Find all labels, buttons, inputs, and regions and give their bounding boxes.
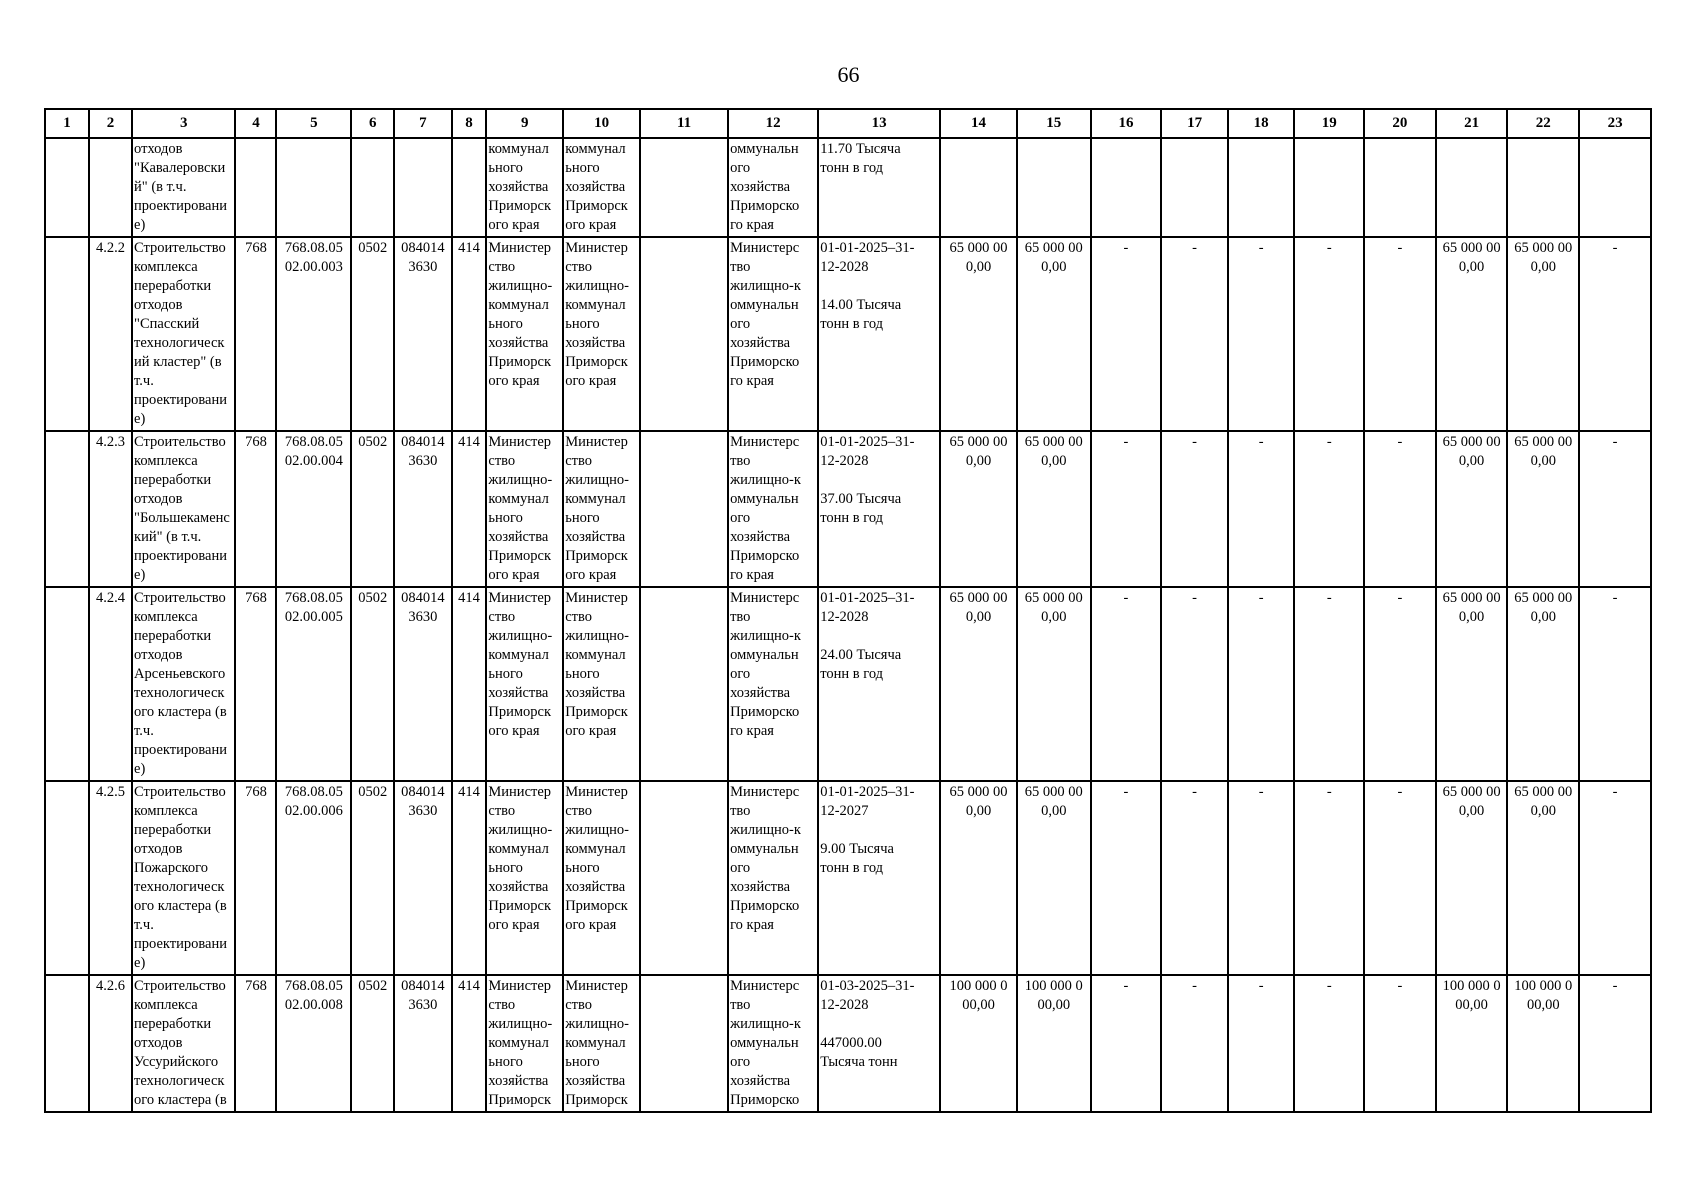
cell-col-23: -: [1579, 975, 1651, 1112]
cell-col-21: 100 000 0 00,00: [1436, 975, 1508, 1112]
cell-col-16: -: [1091, 781, 1162, 975]
cell-col-2: 4.2.6: [89, 975, 132, 1112]
cell-col-6: 0502: [351, 781, 394, 975]
cell-col-4: 768: [235, 975, 276, 1112]
cell-col-6: 0502: [351, 431, 394, 587]
cell-col-11: [640, 138, 728, 237]
table-row: [45, 781, 1651, 975]
cell-col-9: коммунал ьного хозяйства Приморск ого края: [486, 138, 563, 237]
cell-col-12: Министерс тво жилищно-к оммунальн ого хозяйства Приморско го края: [728, 237, 818, 431]
column-header-11: 11: [640, 109, 728, 138]
cell-col-19: -: [1294, 975, 1364, 1112]
cell-col-8: 414: [452, 587, 487, 781]
column-header-5: 5: [276, 109, 351, 138]
cell-col-23: [1579, 138, 1651, 237]
cell-col-18: -: [1228, 781, 1295, 975]
table-row: [45, 431, 1651, 587]
cell-col-20: -: [1364, 975, 1436, 1112]
cell-col-4: 768: [235, 781, 276, 975]
cell-col-12: Министерс тво жилищно-к оммунальн ого хозяйства Приморско: [728, 975, 818, 1112]
cell-col-16: [1091, 138, 1162, 237]
cell-col-20: -: [1364, 587, 1436, 781]
column-header-22: 22: [1507, 109, 1579, 138]
cell-col-3: Строительство комплекса переработки отходов Уссурийского технологическ ого кластера (в: [132, 975, 235, 1112]
column-header-23: 23: [1579, 109, 1651, 138]
cell-col-8: [452, 138, 487, 237]
cell-col-14: [940, 138, 1017, 237]
cell-col-17: [1161, 138, 1228, 237]
cell-col-10: Министер ство жилищно- коммунал ьного хозяйства Приморск ого края: [563, 431, 640, 587]
cell-col-9: Министер ство жилищно- коммунал ьного хозяйства Приморск ого края: [486, 237, 563, 431]
cell-col-5: 768.08.05 02.00.005: [276, 587, 351, 781]
cell-col-20: -: [1364, 431, 1436, 587]
cell-col-11: [640, 781, 728, 975]
column-header-10: 10: [563, 109, 640, 138]
cell-col-17: -: [1161, 431, 1228, 587]
cell-col-14: 65 000 00 0,00: [940, 431, 1017, 587]
cell-col-18: -: [1228, 431, 1295, 587]
cell-col-1: [45, 587, 89, 781]
cell-col-12: Министерс тво жилищно-к оммунальн ого хозяйства Приморско го края: [728, 587, 818, 781]
cell-col-13: 01-01-2025–31- 12-2028 14.00 Тысяча тонн в год: [818, 237, 940, 431]
cell-col-5: 768.08.05 02.00.006: [276, 781, 351, 975]
column-header-1: 1: [45, 109, 89, 138]
cell-col-19: -: [1294, 237, 1364, 431]
cell-col-3: Строительство комплекса переработки отходов "Спасский технологическ ий кластер" (в т.ч. проектировани е): [132, 237, 235, 431]
cell-col-2: 4.2.3: [89, 431, 132, 587]
cell-col-14: 100 000 0 00,00: [940, 975, 1017, 1112]
column-header-21: 21: [1436, 109, 1508, 138]
cell-col-8: 414: [452, 975, 487, 1112]
cell-col-22: 100 000 0 00,00: [1507, 975, 1579, 1112]
cell-col-16: -: [1091, 587, 1162, 781]
column-header-3: 3: [132, 109, 235, 138]
cell-col-13: 01-01-2025–31- 12-2027 9.00 Тысяча тонн в год: [818, 781, 940, 975]
cell-col-13: 11.70 Тысяча тонн в год: [818, 138, 940, 237]
cell-col-10: коммунал ьного хозяйства Приморск ого края: [563, 138, 640, 237]
cell-col-17: -: [1161, 587, 1228, 781]
cell-col-22: 65 000 00 0,00: [1507, 781, 1579, 975]
cell-col-11: [640, 431, 728, 587]
cell-col-13: 01-01-2025–31- 12-2028 24.00 Тысяча тонн в год: [818, 587, 940, 781]
cell-col-13: 01-01-2025–31- 12-2028 37.00 Тысяча тонн в год: [818, 431, 940, 587]
cell-col-14: 65 000 00 0,00: [940, 237, 1017, 431]
page-number: 66: [837, 62, 860, 87]
cell-col-21: [1436, 138, 1508, 237]
cell-col-10: Министер ство жилищно- коммунал ьного хозяйства Приморск ого края: [563, 781, 640, 975]
table-body: [45, 138, 1651, 1112]
cell-col-5: [276, 138, 351, 237]
cell-col-4: [235, 138, 276, 237]
column-header-16: 16: [1091, 109, 1162, 138]
cell-col-7: 084014 3630: [394, 975, 451, 1112]
cell-col-23: -: [1579, 781, 1651, 975]
column-header-17: 17: [1161, 109, 1228, 138]
cell-col-2: 4.2.2: [89, 237, 132, 431]
cell-col-1: [45, 975, 89, 1112]
cell-col-6: [351, 138, 394, 237]
cell-col-15: [1017, 138, 1091, 237]
cell-col-20: [1364, 138, 1436, 237]
cell-col-3: Строительство комплекса переработки отходов Арсеньевского технологическ ого кластера (в т.ч. проектировани е): [132, 587, 235, 781]
cell-col-22: 65 000 00 0,00: [1507, 431, 1579, 587]
cell-col-8: 414: [452, 431, 487, 587]
cell-col-21: 65 000 00 0,00: [1436, 237, 1508, 431]
cell-col-19: -: [1294, 781, 1364, 975]
cell-col-16: -: [1091, 975, 1162, 1112]
cell-col-15: 65 000 00 0,00: [1017, 431, 1091, 587]
cell-col-4: 768: [235, 587, 276, 781]
cell-col-19: [1294, 138, 1364, 237]
cell-col-16: -: [1091, 237, 1162, 431]
cell-col-15: 100 000 0 00,00: [1017, 975, 1091, 1112]
cell-col-13: 01-03-2025–31- 12-2028 447000.00 Тысяча тонн: [818, 975, 940, 1112]
column-header-14: 14: [940, 109, 1017, 138]
cell-col-12: Министерс тво жилищно-к оммунальн ого хозяйства Приморско го края: [728, 431, 818, 587]
column-header-15: 15: [1017, 109, 1091, 138]
cell-col-5: 768.08.05 02.00.004: [276, 431, 351, 587]
cell-col-17: -: [1161, 975, 1228, 1112]
column-header-6: 6: [351, 109, 394, 138]
cell-col-11: [640, 587, 728, 781]
cell-col-8: 414: [452, 237, 487, 431]
cell-col-6: 0502: [351, 237, 394, 431]
cell-col-14: 65 000 00 0,00: [940, 781, 1017, 975]
table-row: [45, 237, 1651, 431]
cell-col-18: -: [1228, 587, 1295, 781]
cell-col-3: отходов "Кавалеровски й" (в т.ч. проектировани е): [132, 138, 235, 237]
cell-col-5: 768.08.05 02.00.003: [276, 237, 351, 431]
table-row: [45, 138, 1651, 237]
cell-col-11: [640, 975, 728, 1112]
cell-col-4: 768: [235, 431, 276, 587]
cell-col-18: -: [1228, 237, 1295, 431]
cell-col-7: 084014 3630: [394, 431, 451, 587]
cell-col-1: [45, 431, 89, 587]
cell-col-17: -: [1161, 781, 1228, 975]
cell-col-4: 768: [235, 237, 276, 431]
column-header-19: 19: [1294, 109, 1364, 138]
cell-col-9: Министер ство жилищно- коммунал ьного хозяйства Приморск ого края: [486, 431, 563, 587]
cell-col-22: [1507, 138, 1579, 237]
cell-col-21: 65 000 00 0,00: [1436, 431, 1508, 587]
cell-col-19: -: [1294, 587, 1364, 781]
cell-col-9: Министер ство жилищно- коммунал ьного хозяйства Приморск ого края: [486, 587, 563, 781]
cell-col-10: Министер ство жилищно- коммунал ьного хозяйства Приморск: [563, 975, 640, 1112]
column-header-12: 12: [728, 109, 818, 138]
cell-col-3: Строительство комплекса переработки отходов Пожарского технологическ ого кластера (в т.ч. проектировани е): [132, 781, 235, 975]
cell-col-23: -: [1579, 587, 1651, 781]
column-header-20: 20: [1364, 109, 1436, 138]
cell-col-22: 65 000 00 0,00: [1507, 237, 1579, 431]
cell-col-18: [1228, 138, 1295, 237]
cell-col-1: [45, 237, 89, 431]
cell-col-14: 65 000 00 0,00: [940, 587, 1017, 781]
cell-col-3: Строительство комплекса переработки отходов "Большекаменс кий" (в т.ч. проектировани е): [132, 431, 235, 587]
cell-col-2: 4.2.5: [89, 781, 132, 975]
cell-col-7: 084014 3630: [394, 587, 451, 781]
column-header-7: 7: [394, 109, 451, 138]
cell-col-7: 084014 3630: [394, 237, 451, 431]
column-header-2: 2: [89, 109, 132, 138]
table-row: [45, 587, 1651, 781]
cell-col-10: Министер ство жилищно- коммунал ьного хозяйства Приморск ого края: [563, 237, 640, 431]
cell-col-11: [640, 237, 728, 431]
cell-col-2: [89, 138, 132, 237]
header-row: [45, 109, 1651, 138]
cell-col-20: -: [1364, 237, 1436, 431]
cell-col-23: -: [1579, 237, 1651, 431]
cell-col-6: 0502: [351, 587, 394, 781]
cell-col-12: Министерс тво жилищно-к оммунальн ого хозяйства Приморско го края: [728, 781, 818, 975]
cell-col-17: -: [1161, 237, 1228, 431]
column-header-4: 4: [235, 109, 276, 138]
cell-col-15: 65 000 00 0,00: [1017, 587, 1091, 781]
cell-col-9: Министер ство жилищно- коммунал ьного хозяйства Приморск: [486, 975, 563, 1112]
cell-col-1: [45, 138, 89, 237]
cell-col-23: -: [1579, 431, 1651, 587]
cell-col-7: 084014 3630: [394, 781, 451, 975]
cell-col-10: Министер ство жилищно- коммунал ьного хозяйства Приморск ого края: [563, 587, 640, 781]
cell-col-15: 65 000 00 0,00: [1017, 237, 1091, 431]
cell-col-7: [394, 138, 451, 237]
cell-col-18: -: [1228, 975, 1295, 1112]
cell-col-19: -: [1294, 431, 1364, 587]
budget-table: [44, 108, 1652, 1113]
cell-col-21: 65 000 00 0,00: [1436, 781, 1508, 975]
cell-col-16: -: [1091, 431, 1162, 587]
column-header-13: 13: [818, 109, 940, 138]
cell-col-12: оммунальн ого хозяйства Приморско го края: [728, 138, 818, 237]
cell-col-2: 4.2.4: [89, 587, 132, 781]
cell-col-22: 65 000 00 0,00: [1507, 587, 1579, 781]
cell-col-6: 0502: [351, 975, 394, 1112]
cell-col-21: 65 000 00 0,00: [1436, 587, 1508, 781]
column-header-18: 18: [1228, 109, 1295, 138]
column-header-9: 9: [486, 109, 563, 138]
cell-col-5: 768.08.05 02.00.008: [276, 975, 351, 1112]
cell-col-8: 414: [452, 781, 487, 975]
column-header-8: 8: [452, 109, 487, 138]
cell-col-9: Министер ство жилищно- коммунал ьного хозяйства Приморск ого края: [486, 781, 563, 975]
cell-col-1: [45, 781, 89, 975]
cell-col-20: -: [1364, 781, 1436, 975]
table-row: [45, 975, 1651, 1112]
cell-col-15: 65 000 00 0,00: [1017, 781, 1091, 975]
